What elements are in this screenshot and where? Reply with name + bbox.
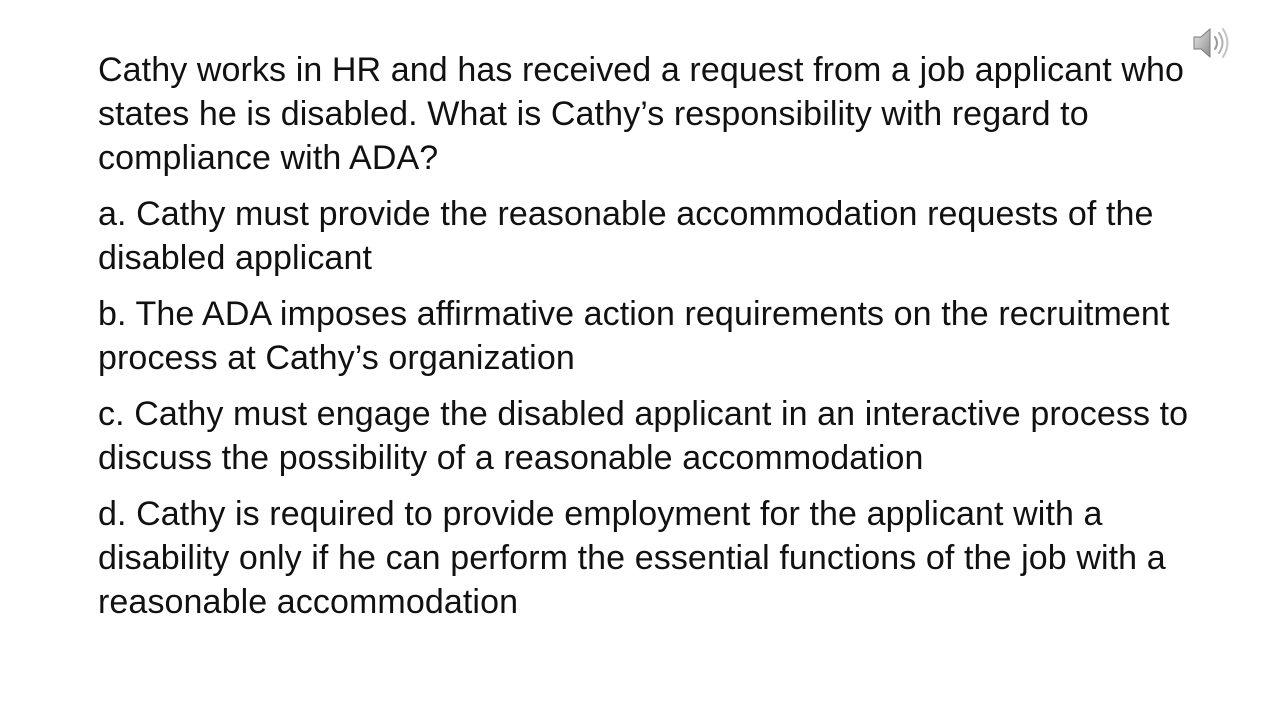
question-text: Cathy works in HR and has received a request from a job applicant who states he is disabled. What is Cathy’s responsibility with regard to compliance with ADA? (98, 51, 1185, 177)
speaker-icon[interactable] (1190, 22, 1232, 64)
option-c: c. Cathy must engage the disabled applicant in an interactive process to discuss the possibility of a reasonable accommodation (98, 395, 1189, 477)
speaker-icon-graphic (1190, 22, 1232, 64)
option-d: d. Cathy is required to provide employment for the applicant with a disability only if he can perform the essential functions of the job with a reasonable accommodation (98, 495, 1166, 621)
option-a: a. Cathy must provide the reasonable accommodation requests of the disabled applicant (98, 195, 1154, 277)
slide-body (98, 48, 1198, 636)
option-b: b. The ADA imposes affirmative action requirements on the recruitment process at Cathy’s organization (98, 295, 1170, 377)
